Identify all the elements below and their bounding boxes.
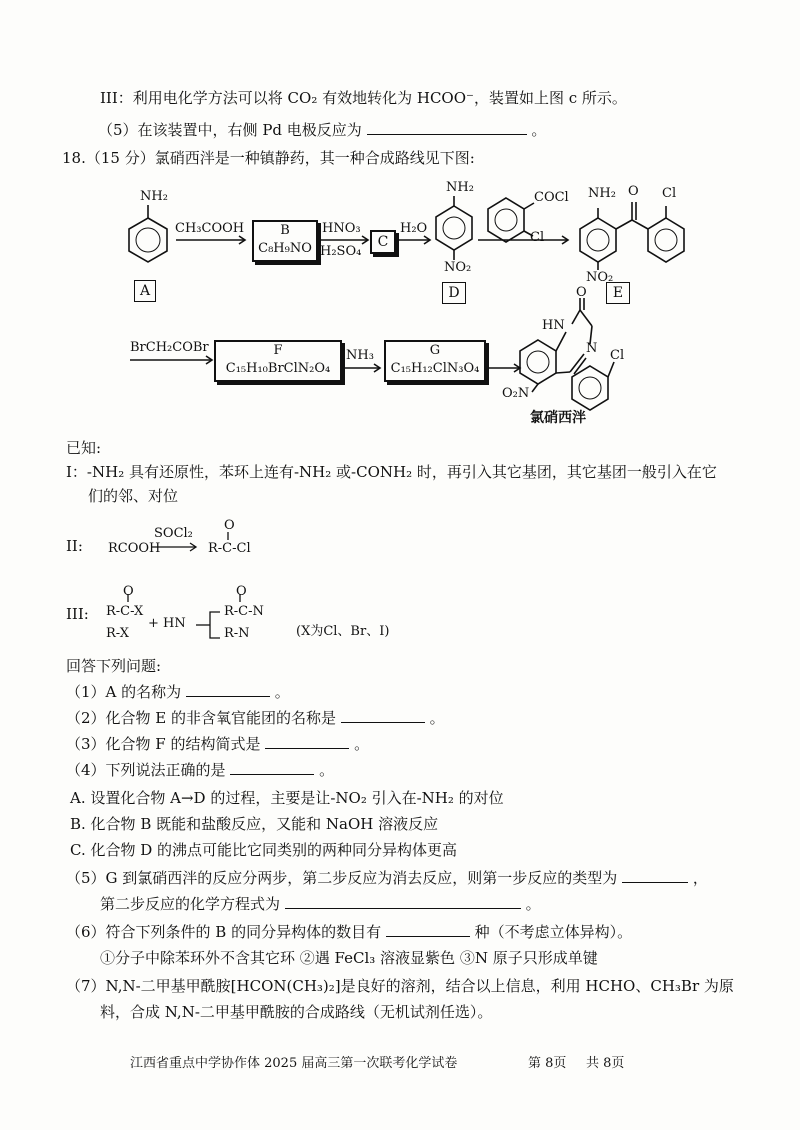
G-name: G	[429, 343, 441, 358]
product-name: 氯硝西泮	[530, 410, 586, 426]
q3-end: 。	[354, 735, 370, 753]
D-nitro-group: NO₂	[444, 260, 472, 275]
answer-blank	[341, 708, 425, 723]
F-name: F	[273, 343, 283, 358]
F-formula: C₁₅H₁₀BrClN₂O₄	[225, 361, 331, 376]
questions-intro: 回答下列问题:	[66, 657, 162, 675]
benzene-ring-acyl	[488, 198, 524, 242]
q2-text: （2）化合物 E 的非含氧官能团的名称是	[66, 709, 337, 727]
known-I-line2: 们的邻、对位	[88, 487, 179, 505]
step6-reagent: NH₃	[346, 348, 374, 363]
known-III-product2: R-N	[224, 626, 250, 641]
E-amino-group: NH₂	[588, 186, 616, 201]
product-HN: HN	[542, 318, 565, 333]
question-7-line2: 料，合成 N,N-二甲基甲酰胺的合成路线（无机试剂任选）。	[100, 1003, 493, 1021]
benzene-ring-product2	[572, 366, 608, 410]
option-C: C. 化合物 D 的沸点可能比它同类别的两种同分异构体更高	[70, 841, 458, 859]
product-imine-N: N	[586, 341, 598, 356]
question-5-line1	[66, 868, 708, 888]
q2-end: 。	[429, 709, 445, 727]
step1-reagent: CH₃COOH	[175, 221, 245, 236]
known-II-reactant: RCOOH	[108, 541, 161, 556]
q5-text: （5）在该装置中，右侧 Pd 电极反应为	[98, 121, 362, 139]
A-amino-group: NH₂	[140, 189, 168, 204]
q4-end: 。	[319, 761, 335, 779]
benzene-ring-product1	[520, 340, 556, 384]
benzene-ring-D	[436, 206, 472, 250]
q4-text: （4）下列说法正确的是	[66, 761, 226, 779]
question-6	[66, 922, 632, 942]
acyl-chloride-group: COCl	[534, 190, 569, 205]
question-4	[66, 760, 334, 780]
known-III-oxygen2: O	[236, 584, 247, 599]
step5-reagent: BrCH₂COBr	[130, 340, 209, 355]
q5-line2-text: 第二步反应的化学方程式为	[100, 895, 281, 913]
benzene-ring-E2	[648, 218, 684, 262]
option-A: A. 设置化合物 A→D 的过程，主要是让-NO₂ 引入在-NH₂ 的对位	[70, 789, 504, 807]
line-III-electrochem: III：利用电化学方法可以将 CO₂ 有效地转化为 HCOO⁻，装置如上图 c 所示。	[100, 89, 627, 107]
step3-reagent: H₂O	[400, 221, 428, 236]
step2-reagent-top: HNO₃	[322, 221, 361, 236]
q5-line1-text: （5）G 到氯硝西泮的反应分两步，第二步反应为消去反应，则第一步反应的类型为	[66, 869, 618, 887]
G-formula: C₁₅H₁₂ClN₃O₄	[390, 361, 480, 376]
q6-text: （6）符合下列条件的 B 的同分异构体的数目有	[66, 923, 382, 941]
compound-E-label: E	[606, 282, 630, 304]
E-carbonyl-oxygen: O	[628, 184, 639, 199]
compound-D-label: D	[442, 282, 466, 304]
answer-blank	[230, 760, 314, 775]
known-III-bracket	[210, 612, 220, 638]
known-III-note: (X为Cl、Br、I)	[296, 624, 390, 639]
known-II-reagent: SOCl₂	[154, 526, 193, 541]
E-chloro: Cl	[662, 186, 677, 201]
known-III-reactant2: R-X	[106, 626, 129, 641]
footer-page-number: 第 8页	[528, 1056, 567, 1071]
footer-total-pages: 共 8页	[586, 1056, 625, 1071]
B-formula: C₈H₉NO	[258, 241, 312, 256]
known-II-label: II:	[66, 537, 83, 555]
known-I-line1: I：-NH₂ 具有还原性，苯环上连有-NH₂ 或-CONH₂ 时，再引入其它基团，其它基团一般引入在它	[66, 463, 717, 481]
E-nitro: NO₂	[586, 270, 614, 285]
answer-blank	[386, 922, 470, 937]
product-carbonyl-O: O	[576, 285, 587, 300]
answer-blank	[265, 734, 349, 749]
known-III-oxygen1: O	[123, 584, 134, 599]
product-nitro: O₂N	[502, 386, 530, 401]
q3-text: （3）化合物 F 的结构简式是	[66, 735, 261, 753]
benzene-ring-A	[129, 218, 167, 262]
q6-end: 种（不考虑立体异构）。	[474, 923, 633, 941]
answer-blank	[622, 868, 688, 883]
D-amino-group: NH₂	[446, 180, 474, 195]
known-III-reactant1: R-C-X	[106, 604, 144, 619]
compound-C-box: C	[370, 230, 396, 254]
known-III-plus-amine: + HN	[148, 616, 186, 631]
footer-exam-title: 江西省重点中学协作体 2025 届高三第一次联考化学试卷	[130, 1056, 458, 1071]
step2-reagent-bottom: H₂SO₄	[320, 244, 362, 259]
answer-blank	[186, 682, 270, 697]
compound-A-label: A	[134, 280, 156, 302]
product-chloro: Cl	[610, 348, 625, 363]
B-name: B	[280, 223, 290, 238]
known-title: 已知:	[66, 439, 102, 457]
q1-end: 。	[274, 683, 290, 701]
q5-line1-end: ，	[692, 869, 708, 887]
question-5-line2	[100, 894, 541, 914]
compound-G-box	[384, 340, 486, 382]
known-II-product: R-C-Cl	[208, 541, 251, 556]
option-B: B. 化合物 B 既能和盐酸反应，又能和 NaOH 溶液反应	[70, 815, 439, 833]
benzene-ring-E1	[580, 218, 616, 262]
known-III-label: III:	[66, 605, 89, 623]
question-2	[66, 708, 445, 728]
compound-B-box	[252, 220, 318, 262]
acyl-chloro-sub: Cl	[530, 230, 545, 245]
known-III-product1: R-C-N	[224, 604, 264, 619]
q5-end: 。	[531, 121, 547, 139]
question-3	[66, 734, 369, 754]
question-6-conditions: ①分子中除苯环外不含其它环 ②遇 FeCl₃ 溶液显紫色 ③N 原子只形成单键	[100, 949, 598, 967]
answer-blank	[285, 894, 521, 909]
q1-text: （1）A 的名称为	[66, 683, 182, 701]
question-1	[66, 682, 290, 702]
question-18-header: 18.（15 分）氯硝西泮是一种镇静药，其一种合成路线见下图:	[62, 149, 475, 167]
question-7-line1: （7）N,N-二甲基甲酰胺[HCON(CH₃)₂]是良好的溶剂，结合以上信息，利用 HCHO、CH₃Br 为原	[66, 977, 734, 995]
known-II-oxygen: O	[224, 518, 235, 533]
compound-F-box	[214, 340, 342, 382]
q5-line2-end: 。	[525, 895, 541, 913]
